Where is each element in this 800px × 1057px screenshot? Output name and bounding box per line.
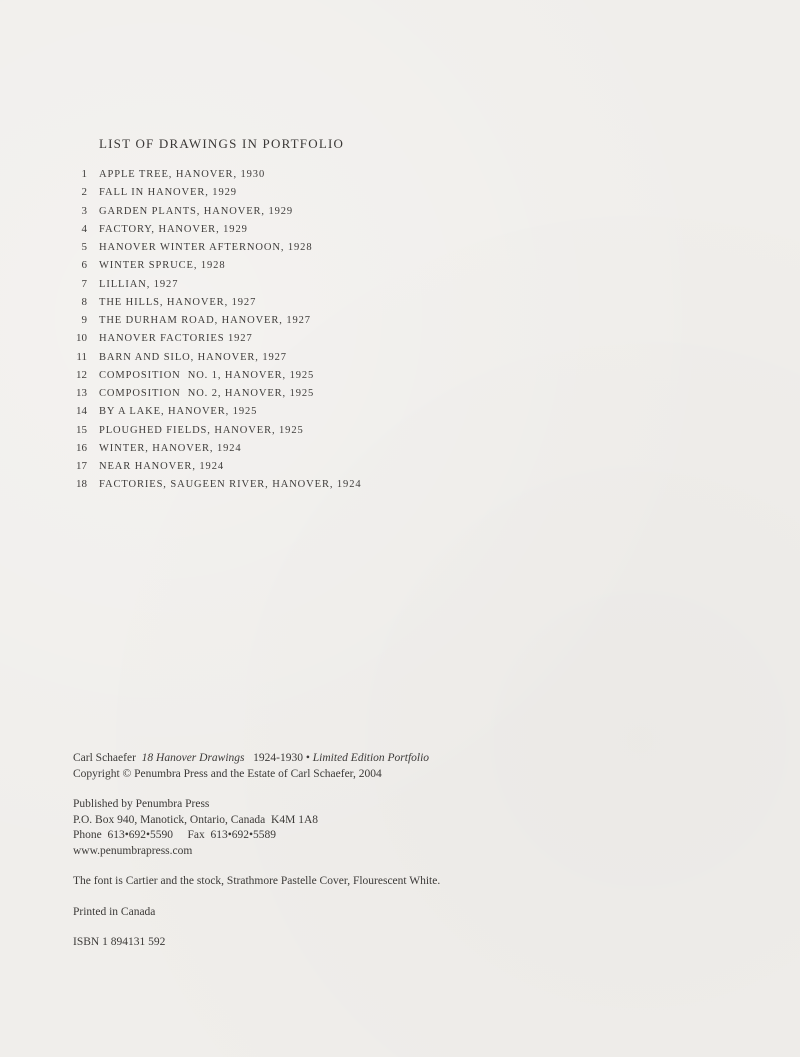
contact-line <box>73 828 440 844</box>
list-item-title: COMPOSITION NO. 2, HANOVER, 1925 <box>99 388 315 399</box>
author-name: Carl Schaefer <box>73 752 136 764</box>
list-item-title: LILLIAN, 1927 <box>99 278 179 290</box>
list-item <box>60 202 362 220</box>
list-item-number: 4 <box>81 222 87 235</box>
list-item-number: 9 <box>81 314 87 326</box>
list-item-title: THE DURHAM ROAD, HANOVER, 1927 <box>99 315 311 326</box>
fax-label: Fax <box>187 829 205 841</box>
edition-line <box>73 751 440 767</box>
fax-number: 613•692•5589 <box>210 829 276 841</box>
list-item-number: 10 <box>76 332 87 345</box>
list-item-number: 8 <box>81 295 87 308</box>
work-years: 1924-1930 <box>253 752 303 764</box>
phone-label: Phone <box>73 829 102 841</box>
list-item-title: COMPOSITION NO. 1, HANOVER, 1925 <box>99 369 315 381</box>
list-item-number: 16 <box>76 441 87 454</box>
list-item <box>60 183 362 201</box>
edition-label: Limited Edition Portfolio <box>312 752 430 764</box>
list-item <box>60 475 362 493</box>
list-item-title: APPLE TREE, HANOVER, 1930 <box>99 169 266 180</box>
work-title: 18 Hanover Drawings <box>141 752 245 764</box>
list-item-number: 7 <box>81 277 87 290</box>
list-item-title: WINTER, HANOVER, 1924 <box>99 442 242 454</box>
website-link[interactable]: www.penumbrapress.com <box>73 844 193 857</box>
list-item <box>60 457 362 475</box>
list-item <box>60 275 362 293</box>
list-item-title: WINTER SPRUCE, 1928 <box>99 260 226 272</box>
list-item <box>60 384 362 402</box>
list-item-number: 2 <box>81 186 87 199</box>
list-item-title: NEAR HANOVER, 1924 <box>99 461 224 472</box>
spacer <box>73 890 440 905</box>
list-item-title: HANOVER FACTORIES 1927 <box>99 333 253 345</box>
printed-line: Printed in Canada <box>73 905 156 918</box>
spacer <box>73 920 440 935</box>
list-item <box>60 421 362 439</box>
spacer <box>73 782 440 797</box>
drawing-list <box>60 165 362 494</box>
list-item-title: BY A LAKE, HANOVER, 1925 <box>99 406 258 418</box>
page-title: LIST OF DRAWINGS IN PORTFOLIO <box>99 136 345 151</box>
list-item-number: 18 <box>76 478 87 491</box>
spacer <box>73 859 440 874</box>
list-item-title: PLOUGHED FIELDS, HANOVER, 1925 <box>99 424 304 436</box>
list-item-number: 3 <box>81 204 87 217</box>
font-note: The font is Cartier and the stock, Strathmore Pastelle Cover, Flourescent White. <box>73 875 441 887</box>
list-item-title: BARN AND SILO, HANOVER, 1927 <box>99 351 287 363</box>
bullet-separator: • <box>305 752 310 764</box>
list-item-number: 15 <box>76 423 87 436</box>
list-item <box>60 439 362 457</box>
isbn-line: ISBN 1 894131 592 <box>73 936 166 948</box>
list-item-title: FACTORIES, SAUGEEN RIVER, HANOVER, 1924 <box>99 479 362 491</box>
list-item <box>60 366 362 384</box>
list-item-title: THE HILLS, HANOVER, 1927 <box>99 296 257 308</box>
list-item-title: HANOVER WINTER AFTERNOON, 1928 <box>99 242 313 253</box>
phone-number: 613•692•5590 <box>107 829 174 841</box>
list-item-number: 12 <box>76 368 87 381</box>
list-item <box>60 402 362 420</box>
list-item <box>60 238 362 256</box>
list-item-title: FACTORY, HANOVER, 1929 <box>99 223 248 235</box>
list-item <box>60 165 362 183</box>
list-item-number: 11 <box>76 350 87 363</box>
list-item-number: 17 <box>76 460 87 472</box>
list-item-number: 6 <box>81 259 87 272</box>
list-item-number: 1 <box>81 168 87 180</box>
list-item-title: FALL IN HANOVER, 1929 <box>99 187 237 199</box>
list-item-number: 13 <box>76 387 87 399</box>
list-item-title: GARDEN PLANTS, HANOVER, 1929 <box>99 205 294 217</box>
copyright-line: Copyright © Penumbra Press and the Estate of Carl Schaefer, 2004 <box>73 767 382 780</box>
list-item-number: 5 <box>81 241 87 253</box>
list-item <box>60 348 362 366</box>
list-item <box>60 220 362 238</box>
publisher-line: Published by Penumbra Press <box>73 798 210 810</box>
list-item <box>60 311 362 329</box>
list-item <box>60 256 362 274</box>
list-item <box>60 329 362 347</box>
address-line: P.O. Box 940, Manotick, Ontario, Canada K4M 1A8 <box>73 813 318 826</box>
list-item <box>60 293 362 311</box>
colophon <box>73 751 440 951</box>
list-item-number: 14 <box>76 405 87 418</box>
